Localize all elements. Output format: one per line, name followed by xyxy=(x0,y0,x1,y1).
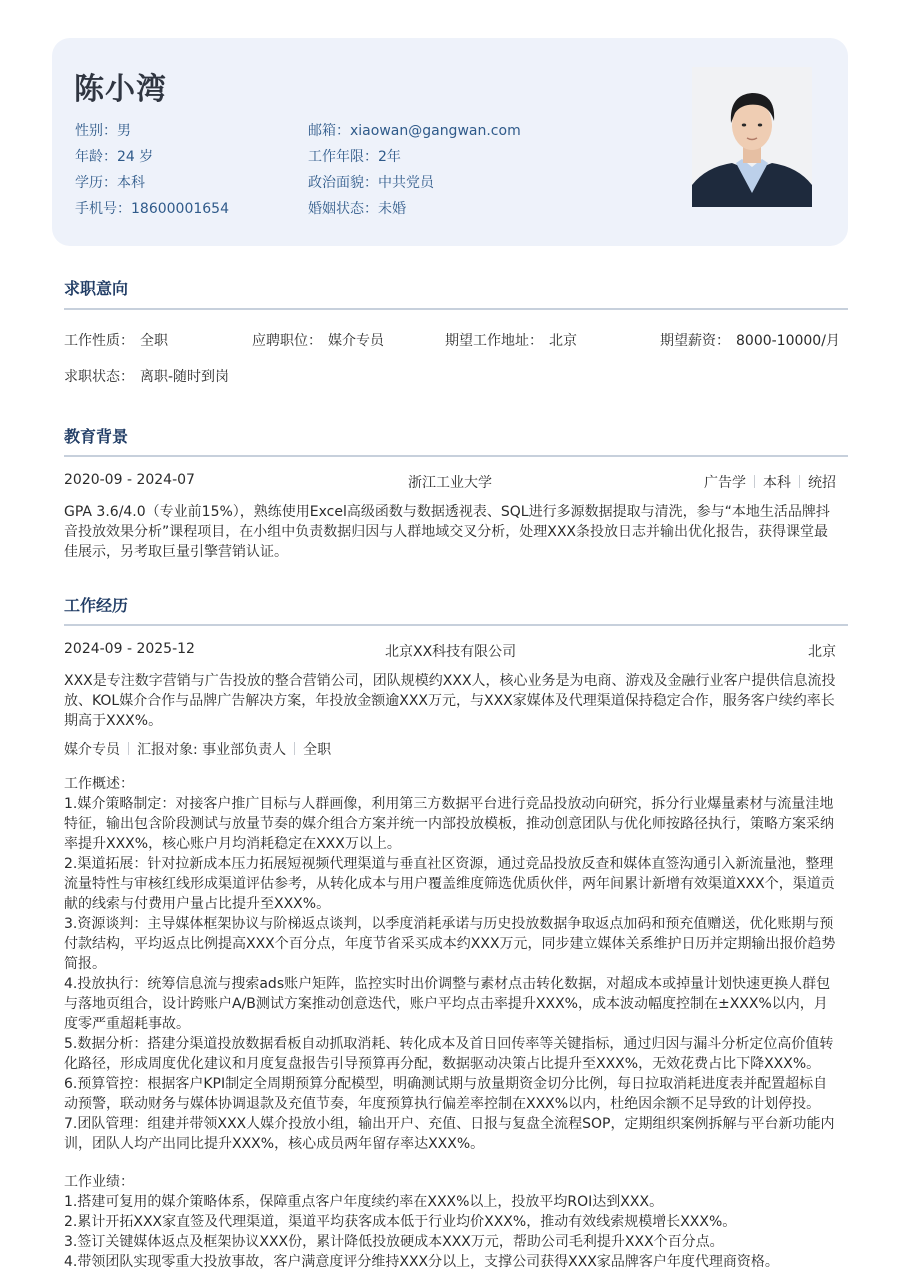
job-status-item: 求职状态： 离职-随时到岗 xyxy=(64,369,230,385)
achievements-heading: 工作业绩： xyxy=(64,1174,134,1190)
work-overview xyxy=(64,774,838,1154)
company-description: XXX是专注数字营销与广告投放的整合营销公司，团队规模约XXX人，核心业务是为电商、游戏及金融行业客户提供信息流投放、KOL媒介合作与品牌广告解决方案，年投放金额逾XXX万元，与XXX家媒体及代理渠道保持稳定合作，服务客户续约率长期高于XXX%。 xyxy=(64,673,836,729)
work-achievements xyxy=(64,1172,838,1272)
overview-item: 6.预算管控：根据客户KPI制定全周期预算分配模型，明确测试期与放量期资金切分比例，每日拉取消耗进度表并配置超标自动预警，联动财务与媒体协调退款及充值节奏，年度预算执行偏差率控制在XXX%以内，杜绝因余额不足导致的计划停投。 xyxy=(64,1076,828,1112)
position-item: 应聘职位： 媒介专员 xyxy=(252,333,384,349)
work-city: 北京 xyxy=(808,644,836,660)
separator xyxy=(799,475,800,488)
job-intent-divider xyxy=(64,308,848,310)
profile-card xyxy=(52,38,848,246)
overview-item: 5.数据分析：搭建分渠道投放数据看板自动抓取消耗、转化成本及首日回传率等关键指标，通过归因与漏斗分析定位高价值转化路径，形成周度优化建议和月度复盘报告引导预算再分配，数据驱动决策占比提升至XXX%，无效花费占比下降XXX%。 xyxy=(64,1036,834,1072)
work-experience-title: 工作经历 xyxy=(64,596,129,615)
education-tags: 广告学 本科 统招 xyxy=(704,475,836,491)
basic-info-right xyxy=(308,118,521,222)
role-tags: 媒介专员 汇报对象: 事业部负责人 全职 xyxy=(64,742,332,758)
overview-item: 1.媒介策略制定：对接客户推广目标与人群画像，利用第三方数据平台进行竞品投放动向研究，拆分行业爆量素材与流量洼地特征，输出包含阶段测试与放量节奏的媒介组合方案并统一内部投放模板，推动创意团队与优化师按路径执行，策略方案采纳率提升XXX%，核心账户月均消耗稳定在XXX万以上。 xyxy=(64,796,834,852)
education-description: GPA 3.6/4.0（专业前15%），熟练使用Excel高级函数与数据透视表、SQL进行多源数据提取与清洗，参与“本地生活品牌抖音投放效果分析”课程项目，在小组中负责数据归因与人群地域交叉分析，处理XXX条投放日志并输出优化报告，获得课堂最佳展示，另考取巨量引擎营销认证。 xyxy=(64,504,830,560)
age-row: 年龄：24 岁 xyxy=(75,149,154,165)
job-intent-title: 求职意向 xyxy=(64,279,129,298)
marital-status-row: 婚姻状态：未婚 xyxy=(308,201,406,217)
expected-salary-item: 期望薪资： 8000-10000/月 xyxy=(660,333,840,349)
work-experience-divider xyxy=(64,624,848,626)
profile-photo xyxy=(692,67,812,207)
basic-info-left xyxy=(75,118,229,222)
overview-item: 4.投放执行：统筹信息流与搜索ads账户矩阵，监控实时出价调整与素材点击转化数据，对超成本或掉量计划快速更换人群包与落地页组合，设计跨账户A/B测试方案推动创意迭代，账户平均点击率提升XXX%，成本波动幅度控制在±XXX%以内，月度零严重超耗事故。 xyxy=(64,976,831,1032)
work-period: 2024-09 - 2025-12 xyxy=(64,641,195,657)
overview-heading: 工作概述： xyxy=(64,776,134,792)
candidate-name: 陈小湾 xyxy=(74,72,167,107)
overview-item: 3.资源谈判：主导媒体框架协议与阶梯返点谈判，以季度消耗承诺与历史投放数据争取返点加码和预充值赠送，优化账期与预付款结构，平均返点比例提高XXX个百分点，年度节省采买成本约XXX万元，同步建立媒体关系维护日历并定期输出报价趋势简报。 xyxy=(64,916,836,972)
overview-item: 2.渠道拓展：针对拉新成本压力拓展短视频代理渠道与垂直社区资源，通过竞品投放反查和媒体直签沟通引入新流量池，整理流量特性与审核红线形成渠道评估参考，从转化成本与用户覆盖维度筛选优质伙伴，两年间累计新增有效渠道XXX个，渠道贡献的线索与付费用户量占比提升至XXX%。 xyxy=(64,856,835,912)
education-divider xyxy=(64,455,848,457)
phone-row: 手机号：18600001654 xyxy=(75,201,229,217)
separator xyxy=(294,742,295,755)
education-title: 教育背景 xyxy=(64,427,129,446)
separator xyxy=(128,742,129,755)
achievement-item: 4.带领团队实现零重大投放事故，客户满意度评分维持XXX分以上，支撑公司获得XXX家品牌客户年度代理商资格。 xyxy=(64,1254,779,1270)
expected-location-item: 期望工作地址： 北京 xyxy=(445,333,577,349)
work-nature-item: 工作性质： 全职 xyxy=(64,333,168,349)
portrait-image xyxy=(692,67,812,207)
gender-row: 性别：男 xyxy=(75,123,131,139)
company-name: 北京XX科技有限公司 xyxy=(385,644,517,660)
political-status-row: 政治面貌：中共党员 xyxy=(308,175,434,191)
achievement-item: 3.签订关键媒体返点及框架协议XXX份，累计降低投放硬成本XXX万元，帮助公司毛利提升XXX个百分点。 xyxy=(64,1234,724,1250)
separator xyxy=(754,475,755,488)
overview-item: 7.团队管理：组建并带领XXX人媒介投放小组，输出开户、充值、日报与复盘全流程SOP，定期组织案例拆解与平台新功能内训，团队人均产出同比提升XXX%，核心成员两年留存率达XXX%。 xyxy=(64,1116,835,1152)
education-period: 2020-09 - 2024-07 xyxy=(64,472,195,488)
achievement-item: 1.搭建可复用的媒介策略体系，保障重点客户年度续约率在XXX%以上，投放平均ROI达到XXX。 xyxy=(64,1194,664,1210)
education-level-row: 学历：本科 xyxy=(75,175,145,191)
email-row: 邮箱：xiaowan@gangwan.com xyxy=(308,123,521,139)
achievement-item: 2.累计开拓XXX家直签及代理渠道，渠道平均获客成本低于行业均价XXX%，推动有效线索规模增长XXX%。 xyxy=(64,1214,737,1230)
school-name: 浙江工业大学 xyxy=(408,475,492,491)
experience-years-row: 工作年限：2年 xyxy=(308,149,401,165)
